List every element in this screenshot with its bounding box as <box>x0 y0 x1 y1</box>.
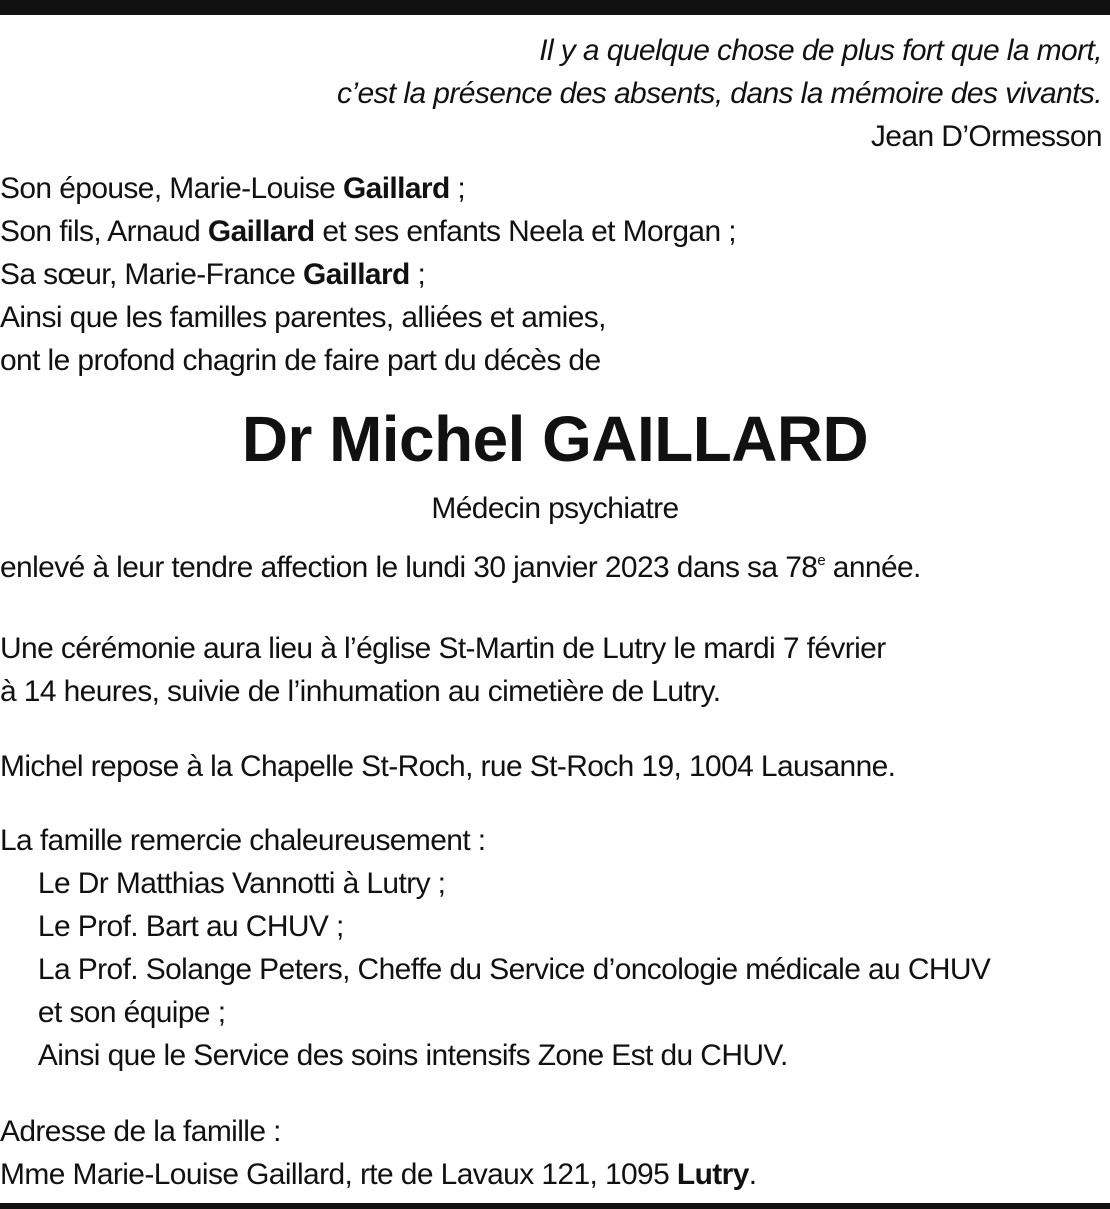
family-surname: Gaillard <box>302 258 410 291</box>
epigraph-quote <box>0 29 1102 158</box>
thanks-item: La Prof. Solange Peters, Cheffe du Service d’oncologie médicale au CHUV <box>37 953 991 986</box>
family-line-announcement: ont le profond chagrin de faire part du décès de <box>0 344 601 377</box>
address-text: Mme Marie-Louise Gaillard, rte de Lavaux 121, 1095 <box>0 1158 677 1191</box>
family-line-text: Son épouse, Marie-Louise <box>0 172 343 205</box>
address-line <box>0 1153 1108 1196</box>
death-statement <box>0 546 1110 589</box>
quote-line-1: Il y a quelque chose de plus fort que la mort, <box>539 34 1102 67</box>
thanks-item: Ainsi que le Service des soins intensifs Zone Est du CHUV. <box>37 1039 788 1072</box>
family-surname: Gaillard <box>207 215 315 248</box>
thanks-item: Le Prof. Bart au CHUV ; <box>37 910 344 943</box>
family-line-text: Son fils, Arnaud <box>0 215 208 248</box>
ordinal-superscript: e <box>817 552 826 569</box>
family-line-text: Sa sœur, Marie-France <box>0 258 303 291</box>
ceremony-line-2: à 14 heures, suivie de l’inhumation au cimetière de Lutry. <box>0 675 721 708</box>
address-label: Adresse de la famille : <box>0 1115 281 1148</box>
family-line-spouse <box>0 167 1108 210</box>
bottom-rule <box>0 1203 1110 1209</box>
deceased-name: Dr Michel GAILLARD <box>241 403 869 475</box>
quote-line-2: c’est la présence des absents, dans la mémoire des vivants. <box>336 77 1102 110</box>
top-rule <box>0 0 1110 15</box>
family-line-text: ; <box>409 258 426 291</box>
death-statement-line <box>0 546 1108 589</box>
rest-paragraph <box>0 745 1110 788</box>
death-statement-text: enlevé à leur tendre affection le lundi 30 janvier 2023 dans sa 78 <box>0 551 818 584</box>
family-surname: Gaillard <box>342 172 450 205</box>
ceremony-line-1: Une cérémonie aura lieu à l’église St-Martin de Lutry le mardi 7 février <box>0 632 886 665</box>
rest-line: Michel repose à la Chapelle St-Roch, rue St-Roch 19, 1004 Lausanne. <box>0 750 896 783</box>
family-line-son <box>0 210 1108 253</box>
family-line-text: ; <box>449 172 466 205</box>
ceremony-paragraph <box>0 627 1110 713</box>
address-city: Lutry <box>676 1158 749 1191</box>
family-address <box>0 1110 1110 1196</box>
deceased-profession: Médecin psychiatre <box>431 492 679 525</box>
family-line-relatives: Ainsi que les familles parentes, alliées et amies, <box>0 301 606 334</box>
quote-author: Jean D’Ormesson <box>870 120 1102 153</box>
family-announcement <box>0 167 1110 382</box>
thanks-paragraph <box>0 819 1110 1077</box>
family-line-sister <box>0 253 1108 296</box>
thanks-intro: La famille remercie chaleureusement : <box>0 824 486 857</box>
thanks-item: et son équipe ; <box>37 996 226 1029</box>
family-line-text: et ses enfants Neela et Morgan ; <box>314 215 736 248</box>
death-statement-text: année. <box>825 551 921 584</box>
thanks-item: Le Dr Matthias Vannotti à Lutry ; <box>37 867 446 900</box>
address-text: . <box>748 1158 757 1191</box>
